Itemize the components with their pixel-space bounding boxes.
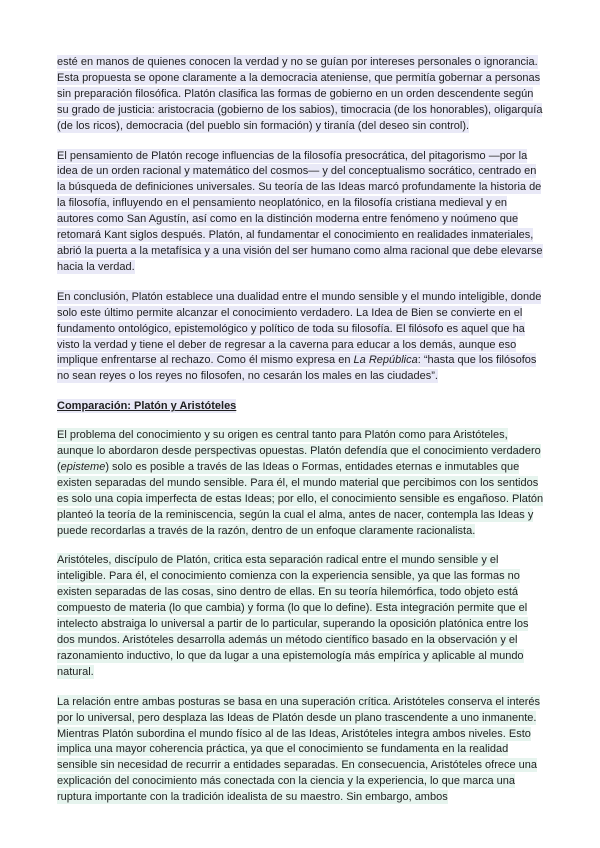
paragraph-text: esté en manos de quienes conocen la verdad y no se guían por intereses personales o ignorancia. Esta propuesta se opone claramente a la democracia ateniense, que permitía gobernar a personas sin preparación filosófica. Platón clasifica las formas de gobierno en un orden descendente según su grado de justicia: aristocracia (gobierno de los sabios), timocracia (de los honorables), oligarquía (de los ricos), democracia (del pueblo sin formación) y tiranía (del deseo sin control). <box>57 56 543 132</box>
comparison-1-text-start: El problema del conocimiento y su origen es central tanto para Platón como para Aristóteles, aunque lo abordaron desde perspectivas opuestas. Platón defendía que el conocimiento verdadero ( <box>57 429 541 473</box>
paragraph-text: Aristóteles, discípulo de Platón, critica esta separación radical entre el mundo sensible y el inteligible. Para él, el conocimiento comienza con la experiencia sensible, ya que las formas no existen separadas de las cosas, sino dentro de ellas. En su teoría hilemórfica, todo objeto está compuesto de materia (lo que cambia) y forma (lo que lo define). Esta integración permite que el intelecto abstraiga lo universal a partir de lo particular, superando la oposición platónica entre los dos mundos. Aristóteles desarrolla además un método científico basado en la observación y el razonamiento inductivo, lo que da lugar a una epistemología más empírica y aplicable al mundo natural. <box>57 554 529 678</box>
paragraph-comparison-1 <box>57 428 544 539</box>
paragraph-text: La relación entre ambas posturas se basa en una superación crítica. Aristóteles conserva el interés por lo universal, pero desplaza las Ideas de Platón desde un plano trascendente a uno inmanente. Mientras Platón subordina el mundo físico al de las Ideas, Aristóteles integra ambos niveles. Esto implica una mayor coherencia práctica, ya que el conocimiento se fundamenta en la realidad sensible sin necesidad de recurrir a entidades separadas. En consecuencia, Aristóteles ofrece una explicación del conocimiento más conectada con la ciencia y la experiencia, lo que marca una ruptura importante con la tradición idealista de su maestro. Sin embargo, ambos <box>57 695 541 804</box>
paragraph-text: El pensamiento de Platón recoge influencias de la filosofía presocrática, del pitagorismo —por la idea de un orden racional y matemático del cosmos— y del conceptualismo socrático, centrado en la búsqueda de definiciones universales. Su teoría de las Ideas marcó profundamente la historia de la filosofía, influyendo en el pensamiento neoplatónico, en la filosofía cristiana medieval y en autores como San Agustín, así como en la distinción moderna entre fenómeno y noúmeno que retomará Kant siglos después. Platón, al fundamentar el conocimiento en realidades inmateriales, abrió la puerta a la metafísica y a una visión del ser humano como alma racional que debe elevarse hacia la verdad. <box>57 149 543 273</box>
paragraph-government-forms <box>57 55 544 135</box>
section-heading <box>57 399 544 415</box>
conclusion-italic-title: La República <box>353 354 418 367</box>
paragraph-conclusion <box>57 290 544 385</box>
comparison-1-italic-term: episteme <box>60 460 106 473</box>
conclusion-text-start: En conclusión, Platón establece una dualidad entre el mundo sensible y el mundo inteligible, donde solo este último permite alcanzar el conocimiento verdadero. La Idea de Bien se convierte en el fundamento ontológico, epistemológico y político de toda su filosofía. El filósofo es aquel que ha visto la verdad y tiene el deber de regresar a la caverna para educar a los demás, aunque eso implique enfrentarse al rechazo. Como él mismo expresa en <box>57 290 542 367</box>
paragraph-comparison-3 <box>57 695 544 806</box>
section-heading-text: Comparación: Platón y Aristóteles <box>57 400 237 413</box>
paragraph-comparison-2 <box>57 553 544 680</box>
paragraph-influences <box>57 149 544 276</box>
comparison-1-text-end: ) solo es posible a través de las Ideas o Formas, entidades eternas e inmutables que existen separadas del mundo sensible. Para él, el mundo material que percibimos con los sentidos es solo una copia imperfecta de estas Ideas; por ello, el conocimiento sensible es engañoso. Platón planteó la teoría de la reminiscencia, según la cual el alma, antes de nacer, contempla las Ideas y puede recordarlas a través de la razón, dentro de un enfoque claramente racionalista. <box>57 460 544 537</box>
conclusion-text-end: : “hasta que los filósofos no sean reyes o los reyes no filosofen, no cesarán los males en las ciudades”. <box>57 354 537 383</box>
